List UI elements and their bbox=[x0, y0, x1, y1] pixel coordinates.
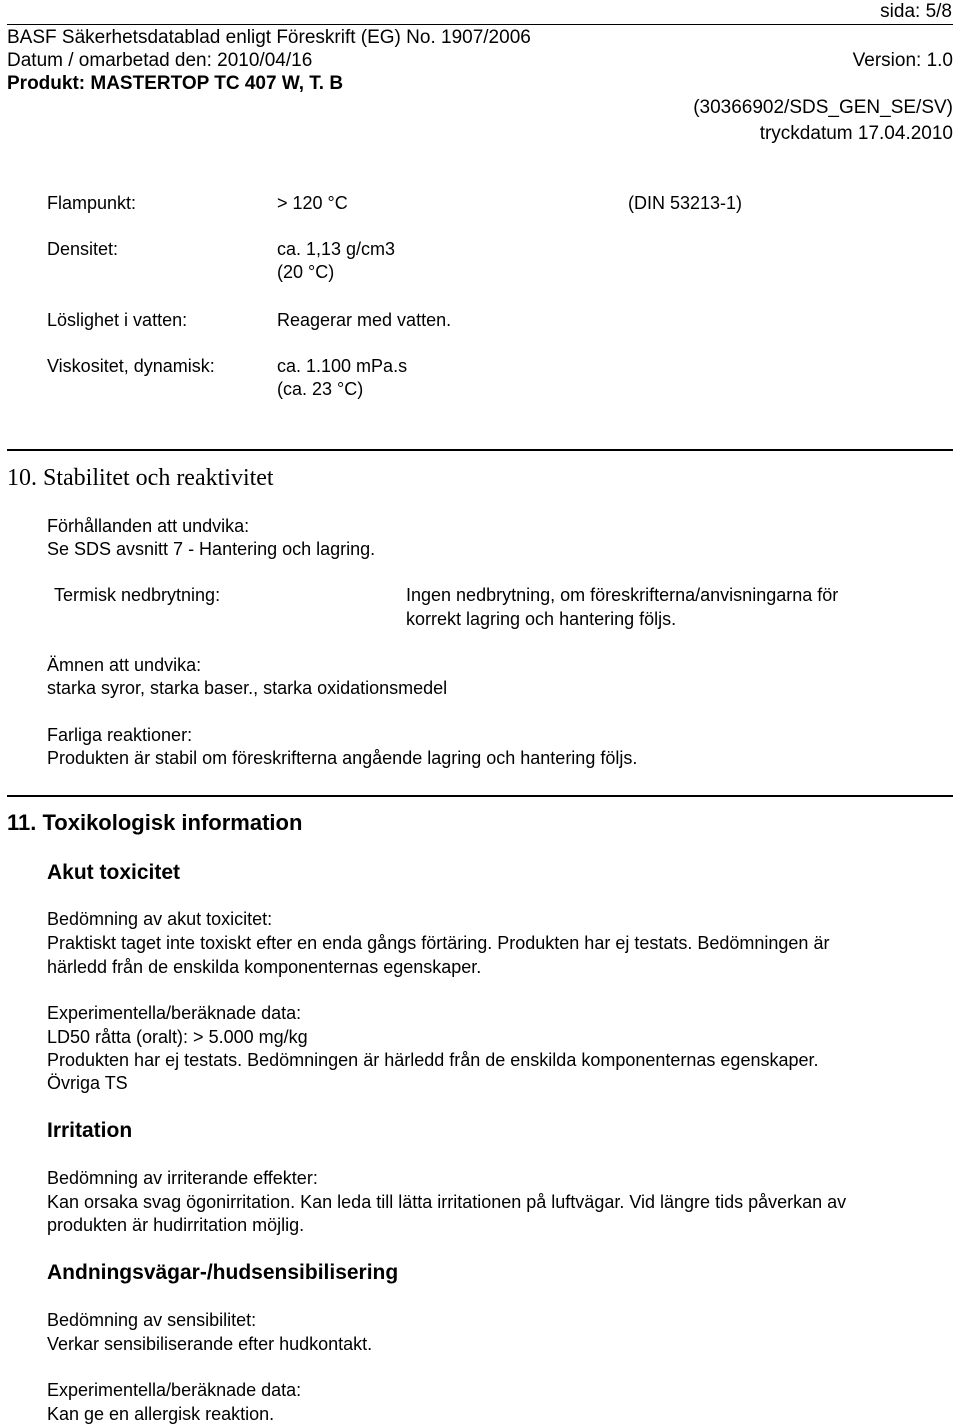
property-value: ca. 1,13 g/cm3 bbox=[277, 239, 396, 259]
property-method: (DIN 53213-1) bbox=[628, 193, 743, 213]
property-value: > 120 °C bbox=[277, 193, 348, 213]
experimental-text: Produkten har ej testats. Bedömningen är härledd från de enskilda komponenternas egenskaper. bbox=[47, 1050, 819, 1070]
conditions-label: Förhållanden att undvika: bbox=[47, 516, 250, 536]
section-rule bbox=[7, 449, 953, 451]
acute-assessment-text: Praktiskt taget inte toxiskt efter en enda gångs förtäring. Produkten har ej testats. Bedömningen är bbox=[47, 933, 830, 953]
sensitization-heading: Andningsvägar-/hudsensibilisering bbox=[47, 1261, 399, 1284]
property-value: Reagerar med vatten. bbox=[277, 310, 452, 330]
sensitization-label: Bedömning av sensibilitet: bbox=[47, 1310, 257, 1330]
sensitization-text: Verkar sensibiliserande efter hudkontakt. bbox=[47, 1334, 373, 1354]
print-date: tryckdatum 17.04.2010 bbox=[759, 123, 953, 144]
experimental-text: Kan ge en allergisk reaktion. bbox=[47, 1404, 275, 1424]
acute-assessment-text: härledd från de enskilda komponenternas egenskaper. bbox=[47, 957, 482, 977]
property-condition: (ca. 23 °C) bbox=[277, 379, 364, 399]
acute-assessment-label: Bedömning av akut toxicitet: bbox=[47, 909, 273, 929]
property-label: Löslighet i vatten: bbox=[47, 310, 188, 330]
section-10-title: 10. Stabilitet och reaktivitet bbox=[7, 465, 274, 491]
experimental-label: Experimentella/beräknade data: bbox=[47, 1380, 302, 1400]
version: Version: 1.0 bbox=[852, 50, 953, 71]
hazard-label: Farliga reaktioner: bbox=[47, 725, 193, 745]
section-rule bbox=[7, 795, 953, 797]
header-top-rule bbox=[7, 24, 953, 25]
revision-date: Datum / omarbetad den: 2010/04/16 bbox=[7, 50, 313, 71]
experimental-text: Övriga TS bbox=[47, 1073, 128, 1093]
property-value: ca. 1.100 mPa.s bbox=[277, 356, 408, 376]
hazard-text: Produkten är stabil om föreskrifterna angående lagring och hantering följs. bbox=[47, 748, 638, 768]
conditions-text: Se SDS avsnitt 7 - Hantering och lagring. bbox=[47, 539, 376, 559]
property-label: Flampunkt: bbox=[47, 193, 137, 213]
experimental-text: LD50 råtta (oralt): > 5.000 mg/kg bbox=[47, 1027, 308, 1047]
thermal-text: Ingen nedbrytning, om föreskrifterna/anvisningarna för bbox=[406, 585, 839, 605]
substances-label: Ämnen att undvika: bbox=[47, 655, 202, 675]
irritation-heading: Irritation bbox=[47, 1119, 133, 1142]
header-title: BASF Säkerhetsdatablad enligt Föreskrift (EG) No. 1907/2006 bbox=[7, 27, 531, 48]
irritation-text: produkten är hudirritation möjlig. bbox=[47, 1215, 305, 1235]
irritation-text: Kan orsaka svag ögonirritation. Kan leda till lätta irritationen på luftvägar. Vid längre tids påverkan av bbox=[47, 1192, 847, 1212]
page-number: sida: 5/8 bbox=[880, 1, 952, 22]
substances-text: starka syror, starka baser., starka oxidationsmedel bbox=[47, 678, 448, 698]
acute-toxicity-heading: Akut toxicitet bbox=[47, 861, 181, 884]
experimental-label: Experimentella/beräknade data: bbox=[47, 1003, 302, 1023]
irritation-label: Bedömning av irriterande effekter: bbox=[47, 1168, 318, 1188]
property-label: Densitet: bbox=[47, 239, 119, 259]
property-label: Viskositet, dynamisk: bbox=[47, 356, 215, 376]
thermal-text: korrekt lagring och hantering följs. bbox=[406, 609, 677, 629]
property-condition: (20 °C) bbox=[277, 262, 335, 282]
document-id: (30366902/SDS_GEN_SE/SV) bbox=[693, 97, 953, 118]
thermal-label: Termisk nedbrytning: bbox=[54, 585, 221, 605]
product-name: Produkt: MASTERTOP TC 407 W, T. B bbox=[7, 73, 344, 94]
section-11-title: 11. Toxikologisk information bbox=[7, 810, 303, 835]
